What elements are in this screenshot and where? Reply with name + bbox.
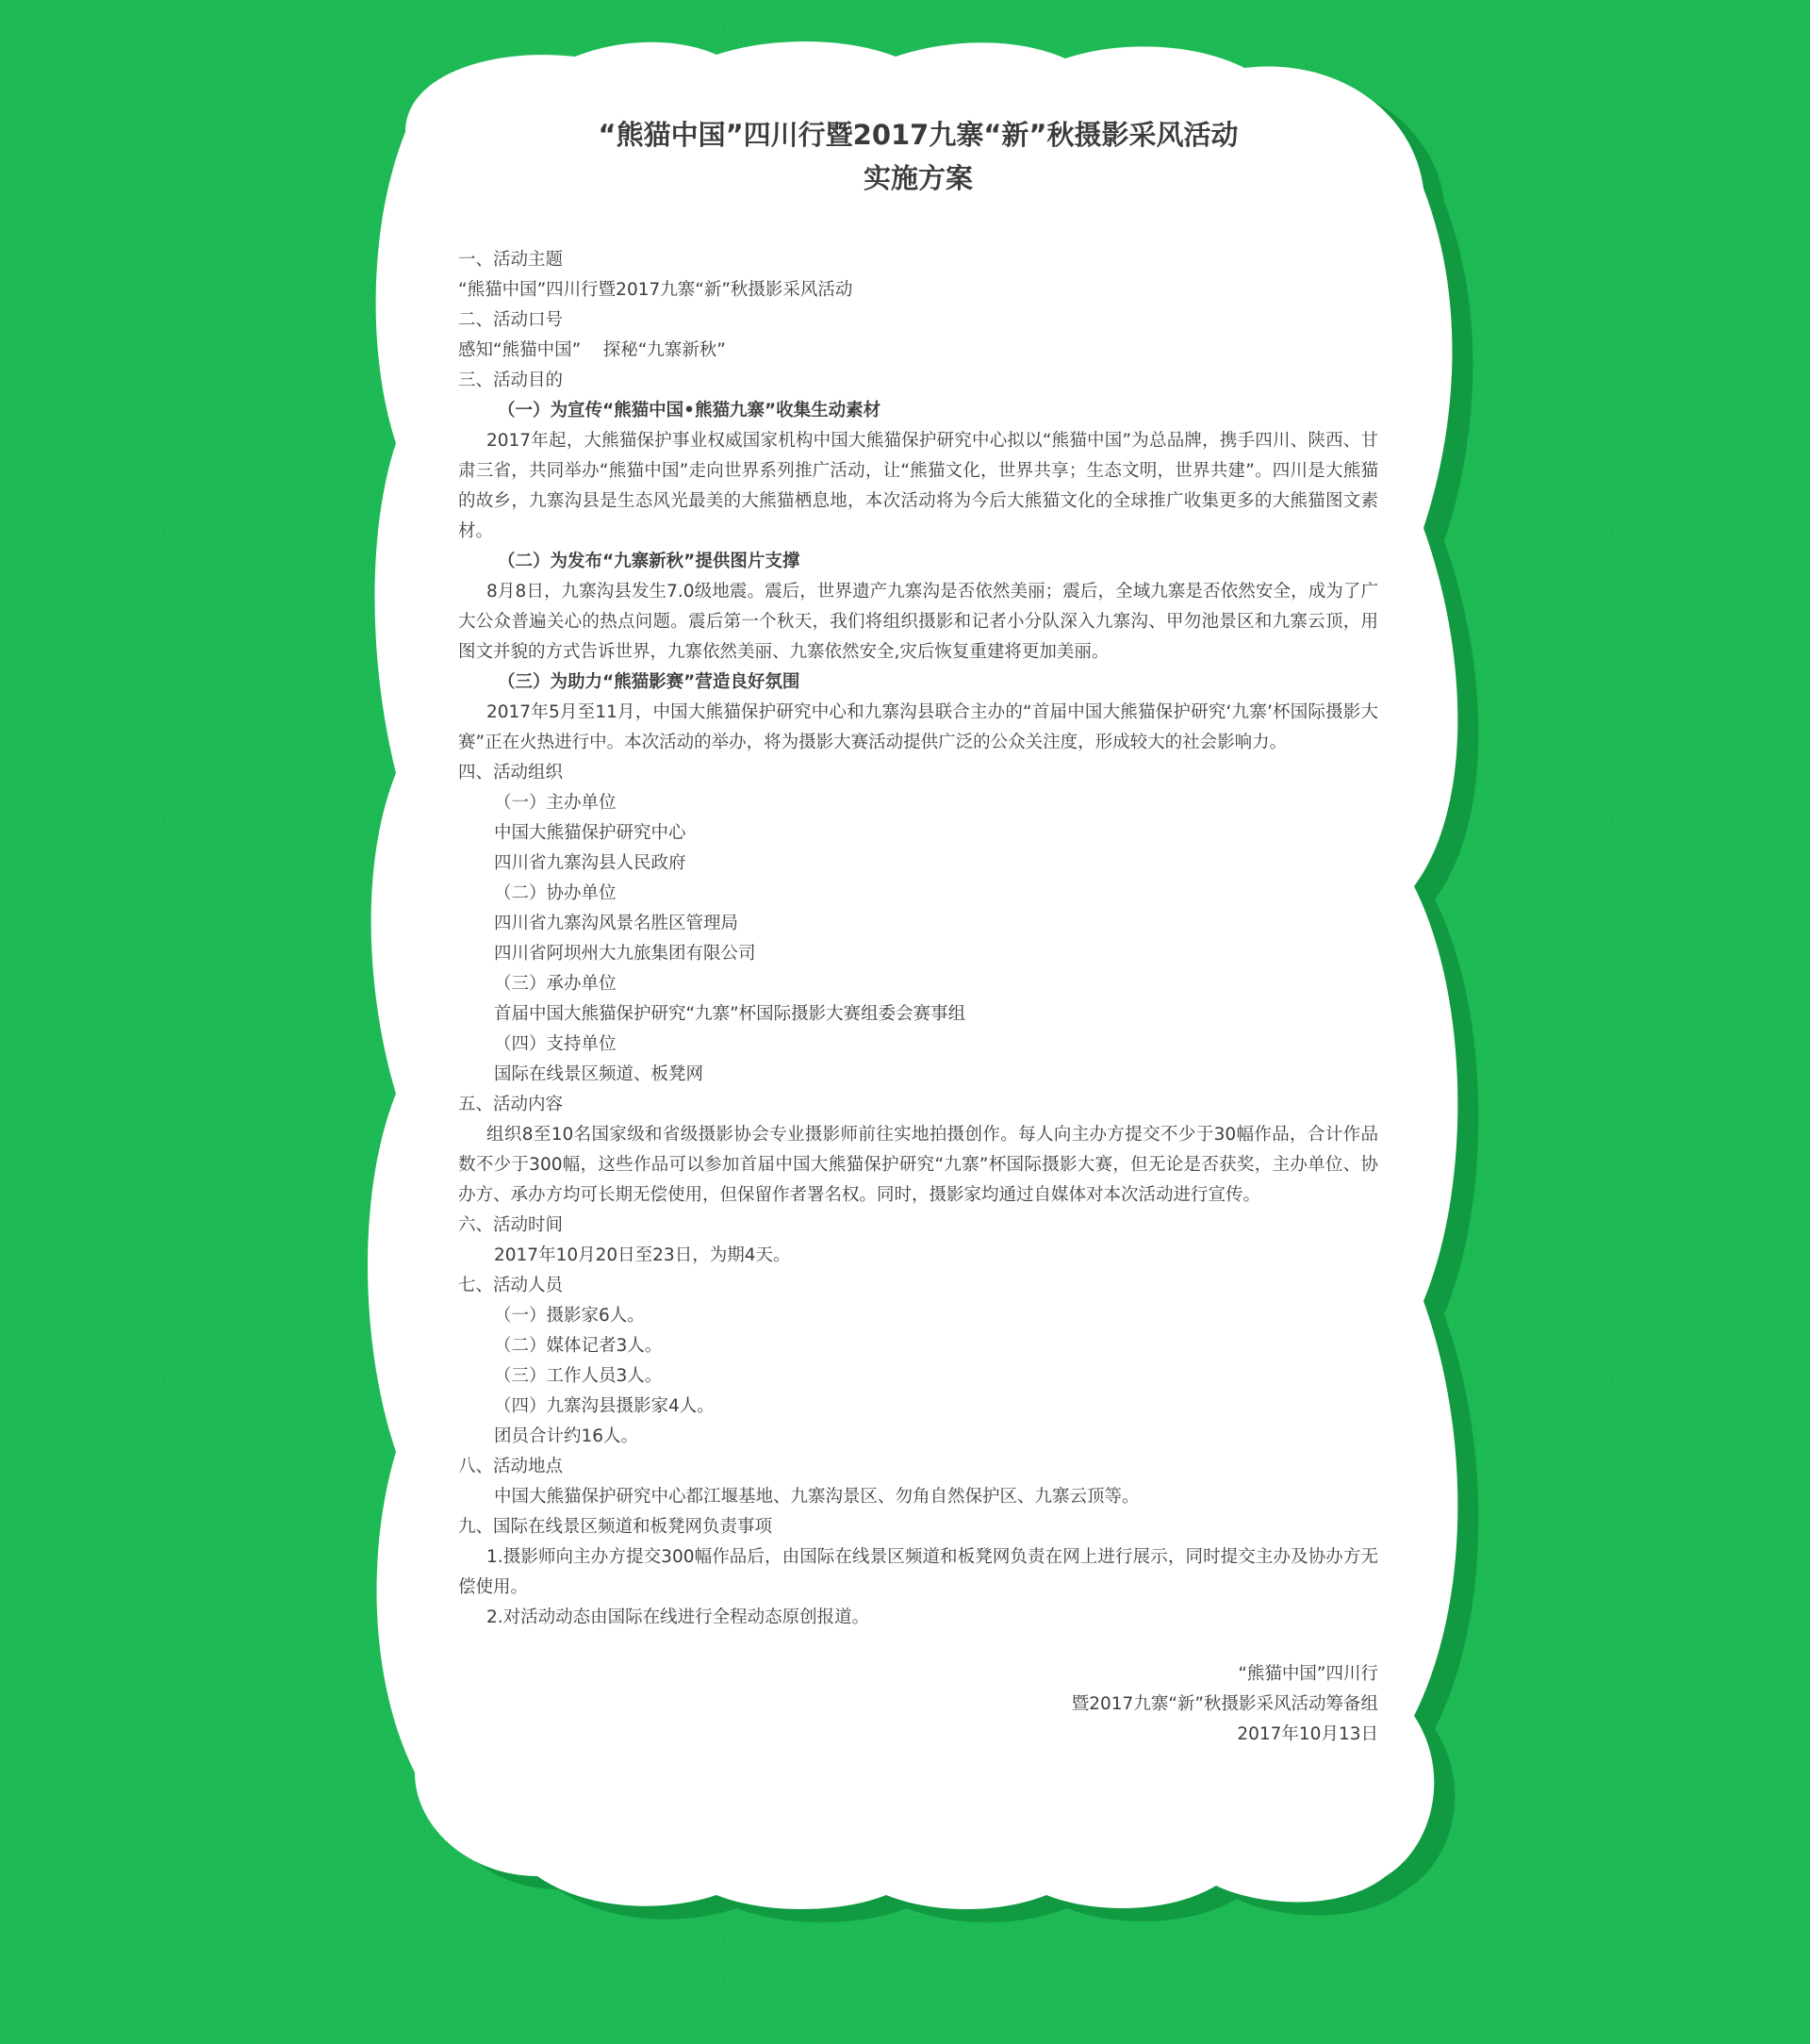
document-body [458,245,1378,1750]
section-4-item: 中国大熊猫保护研究中心 [494,823,686,843]
section-3-paragraph-1: 2017年起，大熊猫保护事业权威国家机构中国大熊猫保护研究中心拟以“熊猫中国”为总品牌，携手四川、陕西、甘肃三省，共同举办“熊猫中国”走向世界系列推广活动，让“熊猫文化，世界共享；生态文明，世界共建”。四川是大熊猫的故乡，九寨沟县是生态风光最美的大熊猫栖息地，本次活动将为今后大熊猫文化的全球推广收集更多的大熊猫图文素材。 [458,431,1378,541]
section-3-subheading-2: （二）为发布“九寨新秋”提供图片支撑 [498,552,800,571]
document [458,113,1378,1750]
section-9-heading: 九、国际在线景区频道和板凳网负责事项 [458,1517,773,1537]
section-7-item: （二）媒体记者3人。 [494,1336,663,1356]
section-5-heading: 五、活动内容 [458,1095,564,1114]
section-3-paragraph-2: 8月8日，九寨沟县发生7.0级地震。震后，世界遗产九寨沟是否依然美丽；震后，全域九寨是否依然安全，成为了广大公众普遍关心的热点问题。震后第一个秋天，我们将组织摄影和记者小分队深入九寨沟、甲勿池景区和九寨云顶，用图文并貌的方式告诉世界，九寨依然美丽、九寨依然安全,灾后恢复重建将更加美丽。 [458,582,1378,662]
section-7-heading: 七、活动人员 [458,1276,564,1295]
section-4-item: 国际在线景区频道、板凳网 [494,1064,704,1084]
section-9-paragraph-1: 1.摄影师向主办方提交300幅作品后，由国际在线景区频道和板凳网负责在网上进行展示，同时提交主办及协办方无偿使用。 [458,1547,1378,1597]
section-5-paragraph: 组织8至10名国家级和省级摄影协会专业摄影师前往实地拍摄创作。每人向主办方提交不少于30幅作品，合计作品数不少于300幅，这些作品可以参加首届中国大熊猫保护研究“九寨”杯国际摄影大赛，但无论是否获奖，主办单位、协办方、承办方均可长期无偿使用，但保留作者署名权。同时，摄影家均通过自媒体对本次活动进行宣传。 [458,1125,1378,1205]
section-1-heading: 一、活动主题 [458,250,564,270]
section-6-heading: 六、活动时间 [458,1215,564,1235]
section-4-item: （二）协办单位 [494,883,617,903]
section-7-item: （四）九寨沟县摄影家4人。 [494,1396,715,1416]
section-9-paragraph-2: 2.对活动动态由国际在线进行全程动态原创报道。 [486,1607,870,1627]
section-4-item: 首届中国大熊猫保护研究“九寨”杯国际摄影大赛组委会赛事组 [494,1004,966,1024]
section-1-text: “熊猫中国”四川行暨2017九寨“新”秋摄影采风活动 [458,280,853,300]
title-line-2: 实施方案 [863,162,973,194]
signature-line-1: “熊猫中国”四川行 [1238,1664,1378,1684]
section-4-item: （三）承办单位 [494,974,617,994]
section-4-item: 四川省九寨沟县人民政府 [494,853,686,873]
section-2-heading: 二、活动口号 [458,310,564,330]
title-line-1: “熊猫中国”四川行暨2017九寨“新”秋摄影采风活动 [598,119,1239,151]
section-4-item: 四川省九寨沟风景名胜区管理局 [494,914,739,933]
signature-date: 2017年10月13日 [1237,1724,1378,1744]
section-3-subheading-3: （三）为助力“熊猫影赛”营造良好氛围 [498,672,800,692]
section-4-item: 四川省阿坝州大九旅集团有限公司 [494,944,756,964]
section-4-item: （一）主办单位 [494,793,617,813]
signature-block [458,1659,1378,1750]
section-7-item: 团员合计约16人。 [494,1426,639,1446]
section-8-text: 中国大熊猫保护研究中心都江堰基地、九寨沟景区、勿角自然保护区、九寨云顶等。 [494,1487,1140,1507]
section-2-text: 感知“熊猫中国” 探秘“九寨新秋” [458,340,726,360]
section-8-heading: 八、活动地点 [458,1457,564,1476]
section-4-item: （四）支持单位 [494,1034,617,1054]
section-7-item: （一）摄影家6人。 [494,1306,645,1326]
section-3-subheading-1: （一）为宣传“熊猫中国•熊猫九寨”收集生动素材 [498,401,881,420]
section-3-heading: 三、活动目的 [458,371,564,390]
title-block [420,113,1416,200]
section-6-text: 2017年10月20日至23日，为期4天。 [494,1245,791,1265]
signature-line-2: 暨2017九寨“新”秋摄影采风活动筹备组 [1071,1694,1378,1714]
section-4-heading: 四、活动组织 [458,763,564,783]
section-3-paragraph-3: 2017年5月至11月，中国大熊猫保护研究中心和九寨沟县联合主办的“首届中国大熊猫保护研究‘九寨’杯国际摄影大赛”正在火热进行中。本次活动的举办，将为摄影大赛活动提供广泛的公众关注度，形成较大的社会影响力。 [458,702,1378,752]
section-7-item: （三）工作人员3人。 [494,1366,663,1386]
